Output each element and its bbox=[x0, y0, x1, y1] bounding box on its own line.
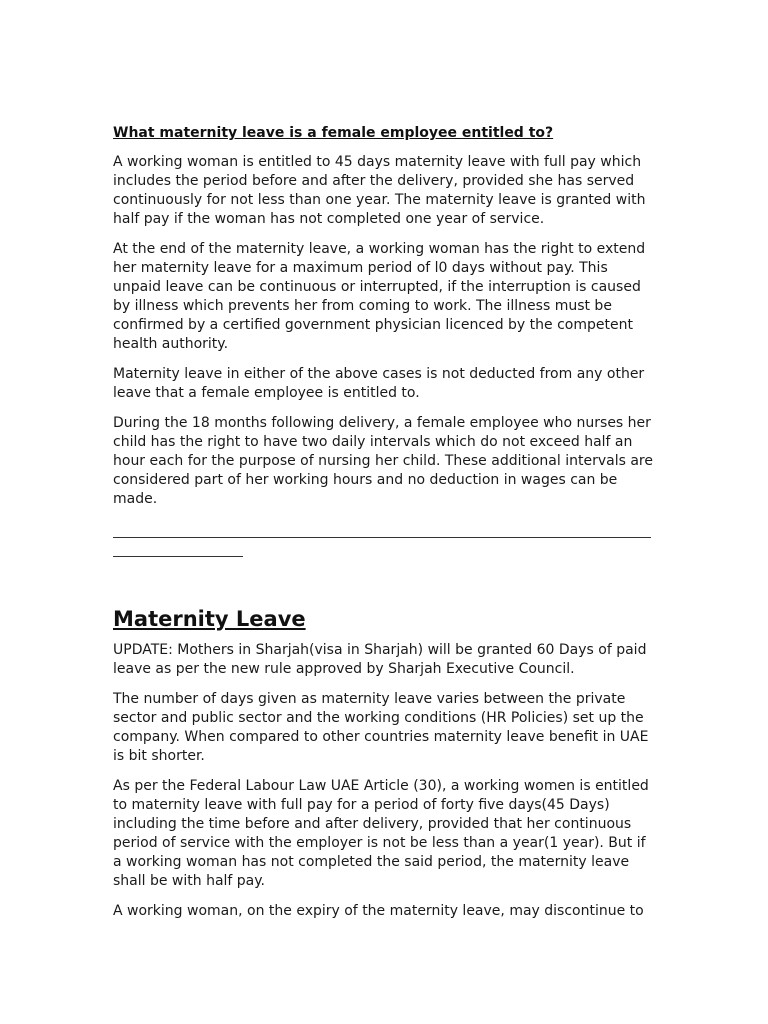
separator-line bbox=[113, 523, 658, 561]
paragraph-expiry: A working woman, on the expiry of the maternity leave, may discontinue to bbox=[113, 903, 644, 919]
document-page bbox=[113, 124, 658, 932]
separator-line-long bbox=[113, 537, 651, 538]
paragraph-full-pay: A working woman is entitled to 45 days maternity leave with full pay which includes the period before and after the delivery, provided she has served continuously for not less than one year. The maternity leave is granted with half pay if the woman has not completed one year of service. bbox=[113, 154, 646, 227]
paragraph-extension: At the end of the maternity leave, a working woman has the right to extend her maternity leave for a maximum period of l0 days without pay. This unpaid leave can be continuous or interrupted, if the interruption is caused by illness which prevents her from coming to work. The illness must be confirmed by a certified government physician licenced by the competent health authority. bbox=[113, 241, 646, 352]
paragraph-not-deducted: Maternity leave in either of the above cases is not deducted from any other leave that a female employee is entitled to. bbox=[113, 366, 645, 401]
paragraph-federal-law: As per the Federal Labour Law UAE Article (30), a working women is entitled to maternity leave with full pay for a period of forty five days(45 Days) including the time before and after delivery, provided that her continuous period of service with the employer is not be less than a year(1 year). But if a working woman has not completed the said period, the maternity leave shall be with half pay. bbox=[113, 778, 649, 889]
paragraph-sector-variance: The number of days given as maternity leave varies between the private sector and public sector and the working conditions (HR Policies) set up the company. When compared to other countries maternity leave benefit in UAE is bit shorter. bbox=[113, 691, 649, 764]
section-title: Maternity Leave bbox=[113, 607, 306, 631]
paragraph-sharjah-update: UPDATE: Mothers in Sharjah(visa in Sharjah) will be granted 60 Days of paid leave as per the new rule approved by Sharjah Executive Council. bbox=[113, 642, 647, 677]
paragraph-nursing-intervals: During the 18 months following delivery, a female employee who nurses her child has the right to have two daily intervals which do not exceed half an hour each for the purpose of nursing her child. These additional intervals are considered part of her working hours and no deduction in wages can be made. bbox=[113, 415, 653, 507]
separator-line-short bbox=[113, 556, 243, 557]
question-heading: What maternity leave is a female employee entitled to? bbox=[113, 125, 554, 141]
